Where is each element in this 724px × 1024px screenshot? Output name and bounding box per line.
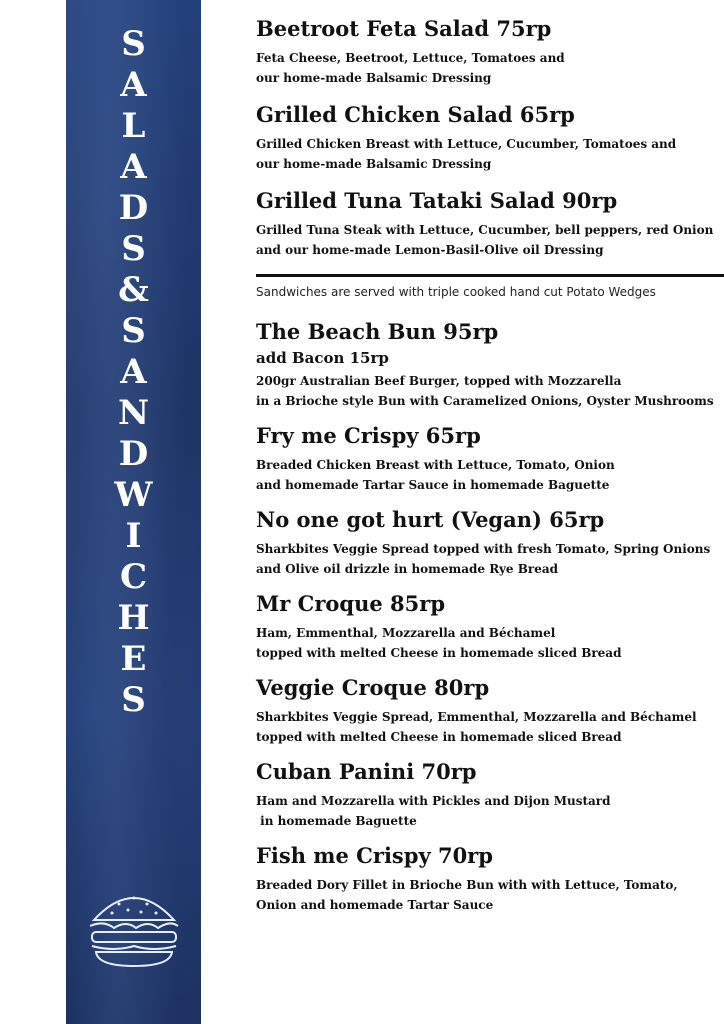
- burger-icon: [84, 882, 184, 972]
- title-letter: S: [121, 680, 146, 720]
- desc-line: Sharkbites Veggie Spread topped with fresh Tomato, Spring Onions: [256, 542, 711, 556]
- desc-line: in a Brioche style Bun with Caramelized Onions, Oyster Mushrooms: [256, 394, 714, 408]
- title-letter: A: [120, 352, 147, 392]
- item-title: Fry me Crispy 65rp: [256, 423, 481, 448]
- desc-line: topped with melted Cheese in homemade sliced Bread: [256, 730, 622, 744]
- desc-line: Grilled Chicken Breast with Lettuce, Cucumber, Tomatoes and: [256, 137, 677, 151]
- menu-item: [256, 14, 718, 88]
- item-title: Grilled Chicken Salad 65rp: [256, 102, 575, 127]
- title-letter: L: [121, 106, 146, 146]
- title-letter: D: [118, 434, 149, 474]
- sandwich-note: Sandwiches are served with triple cooked hand cut Potato Wedges: [256, 285, 656, 299]
- title-letter: C: [119, 557, 148, 597]
- desc-line: and homemade Tartar Sauce in homemade Baguette: [256, 478, 610, 492]
- desc-line: Ham and Mozzarella with Pickles and Dijon Mustard: [256, 794, 611, 808]
- title-letter: E: [120, 639, 147, 679]
- title-letter: A: [120, 65, 147, 105]
- menu-item: [256, 186, 718, 260]
- item-title: The Beach Bun 95rp: [256, 319, 499, 344]
- title-letter: &: [118, 270, 149, 310]
- menu-item: [256, 757, 718, 831]
- desc-line: and our home-made Lemon-Basil-Olive oil Dressing: [256, 243, 604, 257]
- title-letter: W: [114, 475, 153, 515]
- desc-line: 200gr Australian Beef Burger, topped with Mozzarella: [256, 374, 622, 388]
- salads-section: [256, 14, 718, 260]
- desc-line: topped with melted Cheese in homemade sliced Bread: [256, 646, 622, 660]
- desc-line: Feta Cheese, Beetroot, Lettuce, Tomatoes and: [256, 51, 565, 65]
- menu-item: [256, 317, 718, 411]
- menu-item: [256, 505, 718, 579]
- menu-item: [256, 841, 718, 915]
- item-description: [256, 455, 718, 495]
- title-letter: N: [117, 393, 150, 433]
- item-title: Mr Croque 85rp: [256, 591, 445, 616]
- item-description: [256, 371, 718, 411]
- sidebar-banner: [66, 0, 201, 1024]
- desc-line: in homemade Baguette: [256, 814, 417, 828]
- item-description: [256, 875, 718, 915]
- item-description: [256, 707, 718, 747]
- desc-line: our home-made Balsamic Dressing: [256, 71, 492, 85]
- menu-item: [256, 589, 718, 663]
- item-title: Grilled Tuna Tataki Salad 90rp: [256, 188, 618, 213]
- desc-line: Breaded Chicken Breast with Lettuce, Tomato, Onion: [256, 458, 615, 472]
- desc-line: Sharkbites Veggie Spread, Emmenthal, Mozzarella and Béchamel: [256, 710, 697, 724]
- desc-line: Grilled Tuna Steak with Lettuce, Cucumber, bell peppers, red Onion: [256, 223, 714, 237]
- title-letter: S: [121, 24, 146, 64]
- title-letter: I: [125, 516, 142, 556]
- item-title: Fish me Crispy 70rp: [256, 843, 493, 868]
- title-letter: A: [120, 147, 147, 187]
- item-title: Veggie Croque 80rp: [256, 675, 490, 700]
- desc-line: Ham, Emmenthal, Mozzarella and Béchamel: [256, 626, 556, 640]
- item-description: [256, 134, 718, 174]
- title-letter: S: [121, 229, 146, 269]
- item-title: Cuban Panini 70rp: [256, 759, 477, 784]
- item-description: [256, 791, 718, 831]
- item-description: [256, 48, 718, 88]
- sidebar-title: [66, 24, 201, 721]
- item-addon: add Bacon 15rp: [256, 349, 389, 367]
- desc-line: our home-made Balsamic Dressing: [256, 157, 492, 171]
- sandwiches-section: [256, 317, 718, 915]
- title-letter: S: [121, 311, 146, 351]
- menu-item: [256, 673, 718, 747]
- item-description: [256, 220, 718, 260]
- desc-line: Breaded Dory Fillet in Brioche Bun with with Lettuce, Tomato,: [256, 878, 678, 892]
- item-description: [256, 539, 718, 579]
- item-description: [256, 623, 718, 663]
- menu-item: [256, 100, 718, 174]
- desc-line: and Olive oil drizzle in homemade Rye Bread: [256, 562, 559, 576]
- menu-content: [256, 14, 718, 925]
- title-letter: H: [117, 598, 150, 638]
- item-title: No one got hurt (Vegan) 65rp: [256, 507, 605, 532]
- desc-line: Onion and homemade Tartar Sauce: [256, 898, 494, 912]
- title-letter: D: [118, 188, 149, 228]
- item-title: Beetroot Feta Salad 75rp: [256, 16, 552, 41]
- section-divider: [256, 274, 724, 277]
- menu-item: [256, 421, 718, 495]
